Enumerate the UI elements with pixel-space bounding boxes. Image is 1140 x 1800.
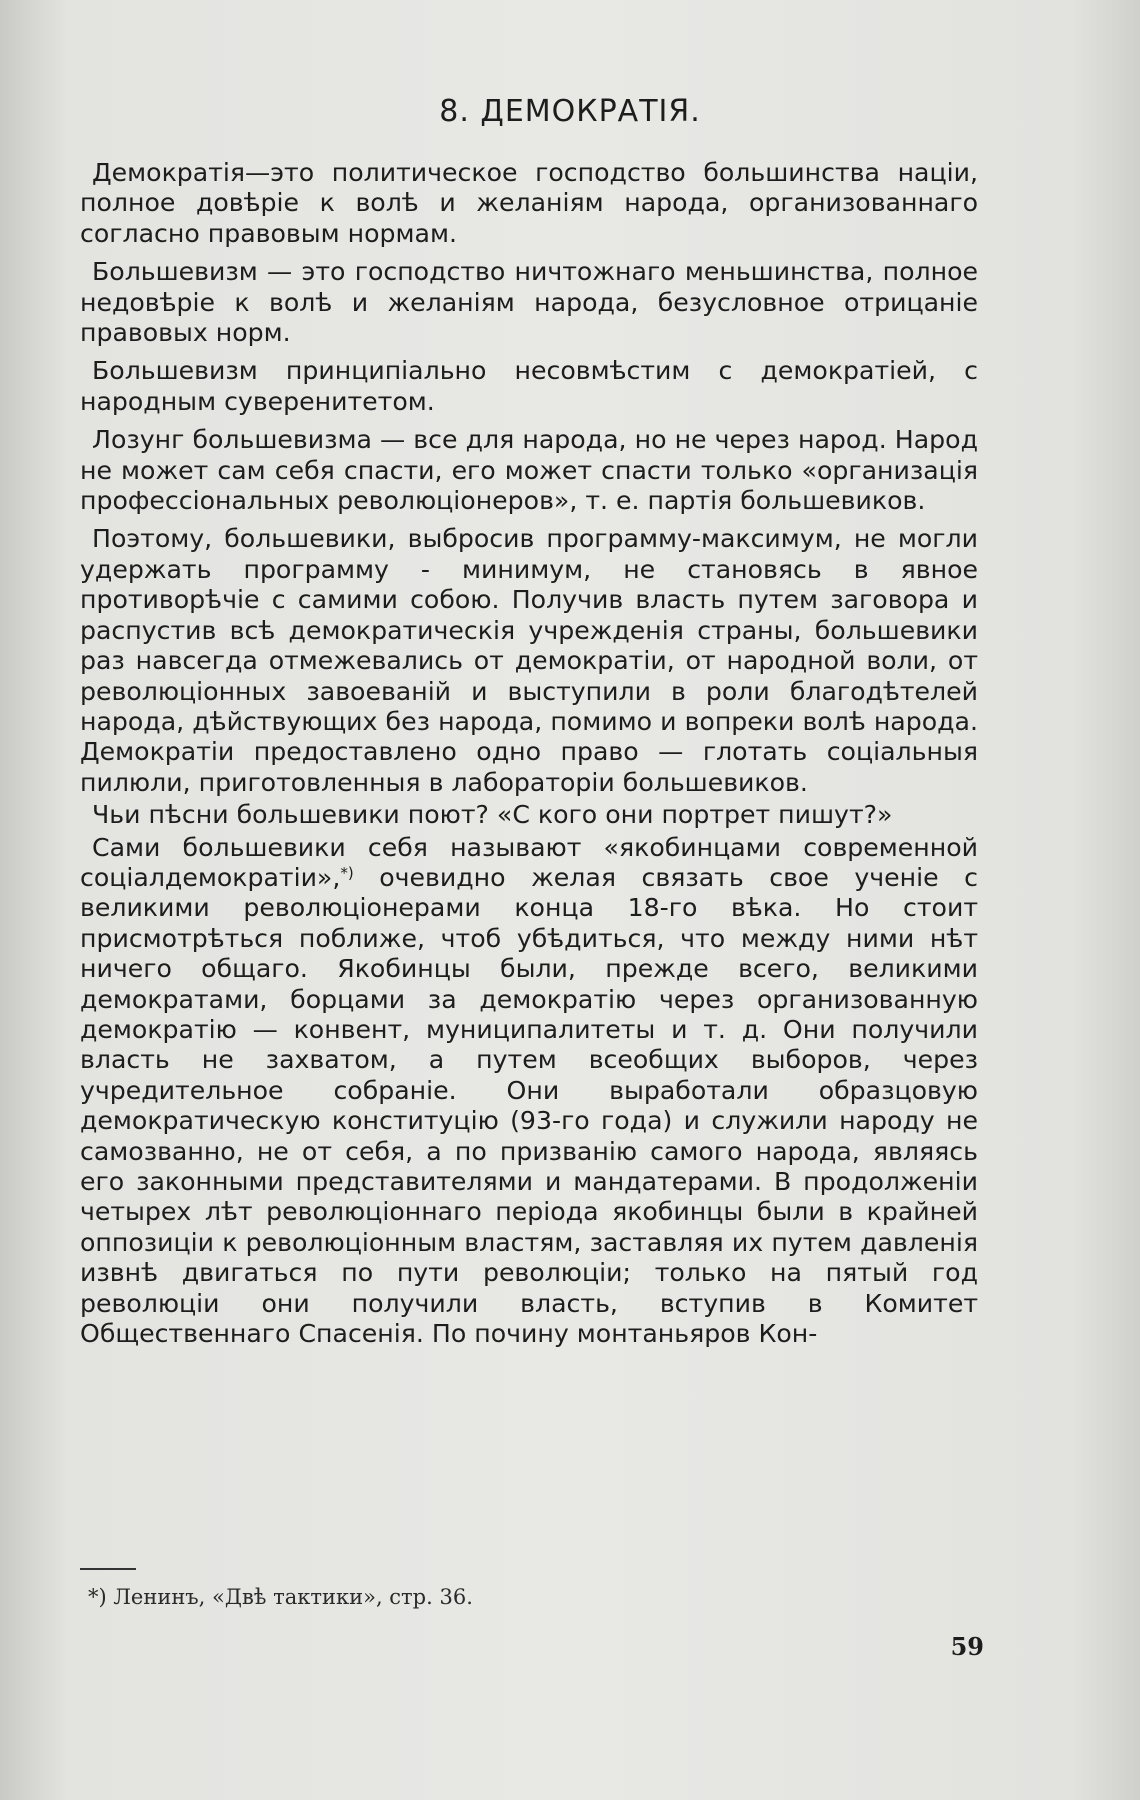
footnote-marker: *) <box>340 863 354 882</box>
paragraph-6: Чьи пѣсни большевики поют? «С кого они портрет пишут?» <box>92 800 893 830</box>
footnote: *) Ленинъ, «Двѣ тактики», стр. 36. <box>88 1585 473 1609</box>
paragraph-2: Большевизм — это господство ничтожнаго меньшинства, полное недовѣріе к волѣ и желаніям народа, безусловное отрицаніе правовых норм. <box>80 257 978 348</box>
paragraph-3: Большевизм принципіально несовмѣстим с демократіей, с народным суверенитетом. <box>80 356 978 416</box>
page-number: 59 <box>950 1632 984 1661</box>
paragraph-7-start: Сами большевики себя называют «якобинцами современной соціалдемократіи», <box>80 832 978 892</box>
paragraph-1: Демократія—это политическое господство большинства націи, полное довѣріе к волѣ и желаніям народа, организованнаго согласно правовым нормам. <box>80 158 978 248</box>
paragraph-4: Лозунг большевизма — все для народа, но не через народ. Народ не может сам себя спасти, его может спасти только «организація профессіональных революціонеров», т. е. партія большевиков. <box>80 425 978 516</box>
footnote-divider <box>80 1568 136 1570</box>
page-title: 8. ДЕМОКРАТІЯ. <box>439 94 701 129</box>
paragraph-7 <box>80 833 978 1350</box>
body-text <box>80 158 978 1351</box>
paragraph-5: Поэтому, большевики, выбросив программу-максимум, не могли удержать программу - минимум, не становясь в явное противорѣчіе с самими собою. Получив власть путем заговора и распустив всѣ демократическія учрежденія страны, большевики раз навсегда отмежевались от демократіи, от народной воли, от революціонных завоеваній и выступили в роли благодѣтелей народа, дѣйствующих без народа, помимо и вопреки волѣ народа. Демократіи предоставлено одно право — глотать соціальныя пилюли, приготовленныя в лабораторіи большевиков. <box>80 524 978 797</box>
paragraph-7-rest: очевидно желая связать свое ученіе с великими революціонерами конца 18-го вѣка. Но стоит присмотрѣться поближе, чтоб убѣдиться, что между ними нѣт ничего общаго. Якобинцы были, прежде всего, великими демократами, борцами за демократію через организованную демократію — конвент, муниципалитеты и т. д. Они получили власть не захватом, а путем всеобщих выборов, через учредительное собраніе. Они выработали образцовую демократическую конституцію (93-го года) и служили народу не самозванно, не от себя, а по призванію самого народа, являясь его законными представителями и мандатерами. В продолженіи четырех лѣт революціоннаго періода якобинцы были в крайней оппозиціи к революціонным властям, заставляя их путем давленія извнѣ двигаться по пути революціи; только на пятый год революціи они получили власть, вступив в Комитет Общественнаго Спасенія. По почину монтаньяров Кон- <box>80 862 978 1349</box>
